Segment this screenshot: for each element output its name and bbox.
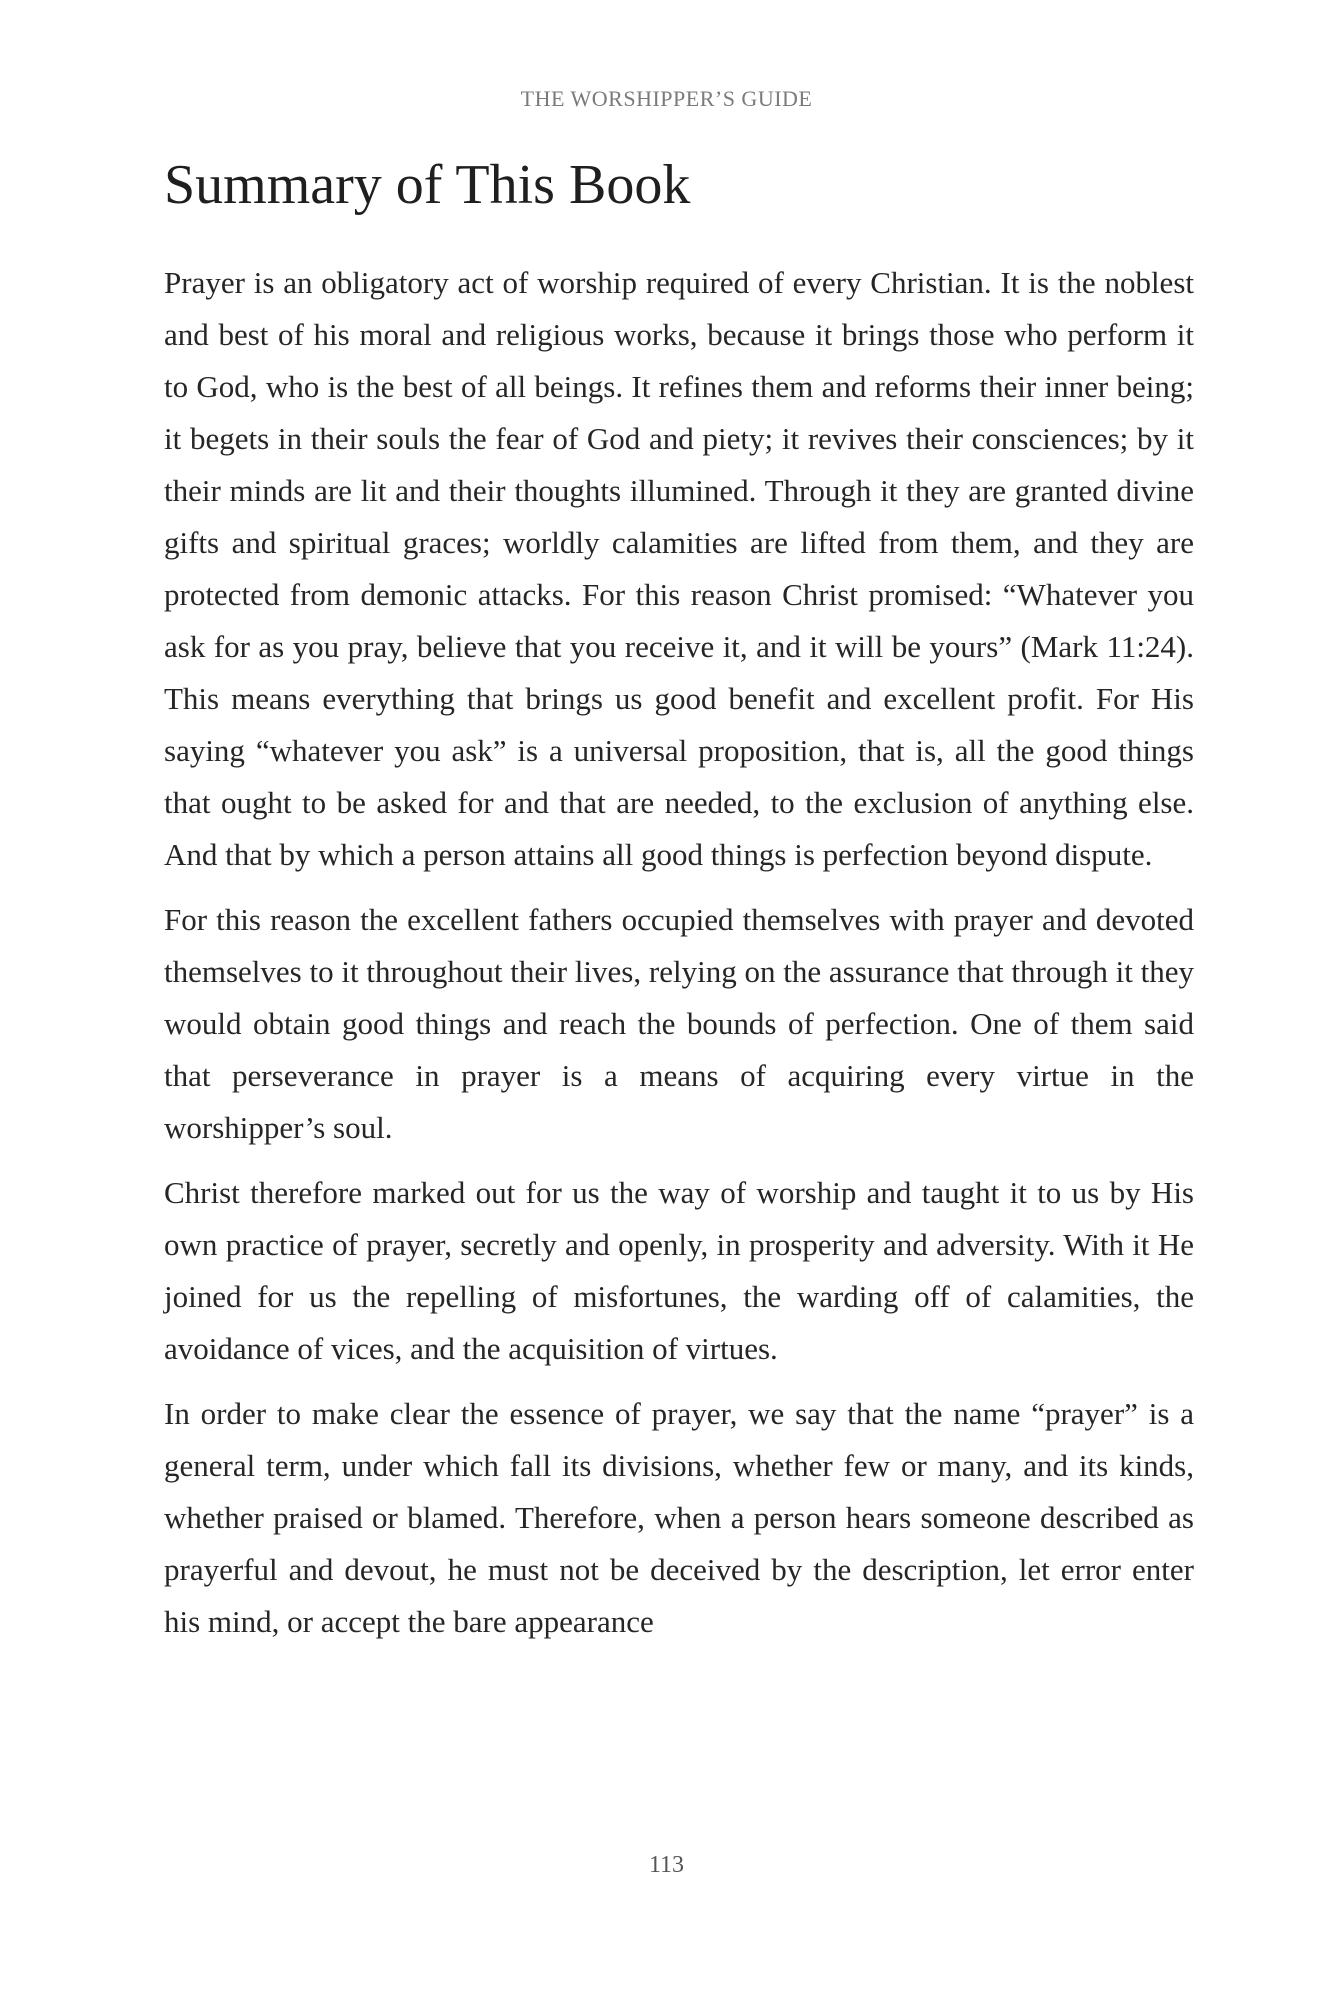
body-paragraph: In order to make clear the essence of prayer, we say that the name “prayer” is a general term, under which fall its divisions, whether few or many, and its kinds, whether praised or blamed. Therefore, when a person hears someone described as prayerful and devout, he must not be deceived by the description, let error enter his mind, or accept the bare appearance bbox=[164, 1396, 1194, 1639]
body-paragraph: Prayer is an obligatory act of worship required of every Christian. It is the noblest and best of his moral and religious works, because it brings those who perform it to God, who is the best of all beings. It refines them and reforms their inner being; it begets in their souls the fear of God and piety; it revives their consciences; by it their minds are lit and their thoughts illumined. Through it they are granted divine gifts and spiritual graces; worldly calamities are lifted from them, and they are protected from demonic attacks. For this reason Christ promised: “Whatever you ask for as you pray, believe that you receive it, and it will be yours” (Mark 11:24). This means everything that brings us good benefit and excellent profit. For His saying “whatever you ask” is a universal proposition, that is, all the good things that ought to be asked for and that are needed, to the exclusion of anything else. And that by which a person attains all good things is perfection beyond dispute. bbox=[164, 265, 1194, 872]
body-paragraph: For this reason the excellent fathers occupied themselves with prayer and devoted themselves to it throughout their lives, relying on the assurance that through it they would obtain good things and reach the bounds of perfection. One of them said that perseverance in prayer is a means of acquiring every virtue in the worshipper’s soul. bbox=[164, 902, 1194, 1145]
chapter-title: Summary of This Book bbox=[164, 154, 691, 216]
body-text bbox=[164, 257, 1194, 1661]
page-number: 113 bbox=[648, 1852, 685, 1878]
running-head: THE WORSHIPPER’S GUIDE bbox=[520, 86, 813, 111]
body-paragraph: Christ therefore marked out for us the way of worship and taught it to us by His own practice of prayer, secretly and openly, in prosperity and adversity. With it He joined for us the repelling of misfortunes, the warding off of calamities, the avoidance of vices, and the acquisition of virtues. bbox=[164, 1175, 1194, 1366]
